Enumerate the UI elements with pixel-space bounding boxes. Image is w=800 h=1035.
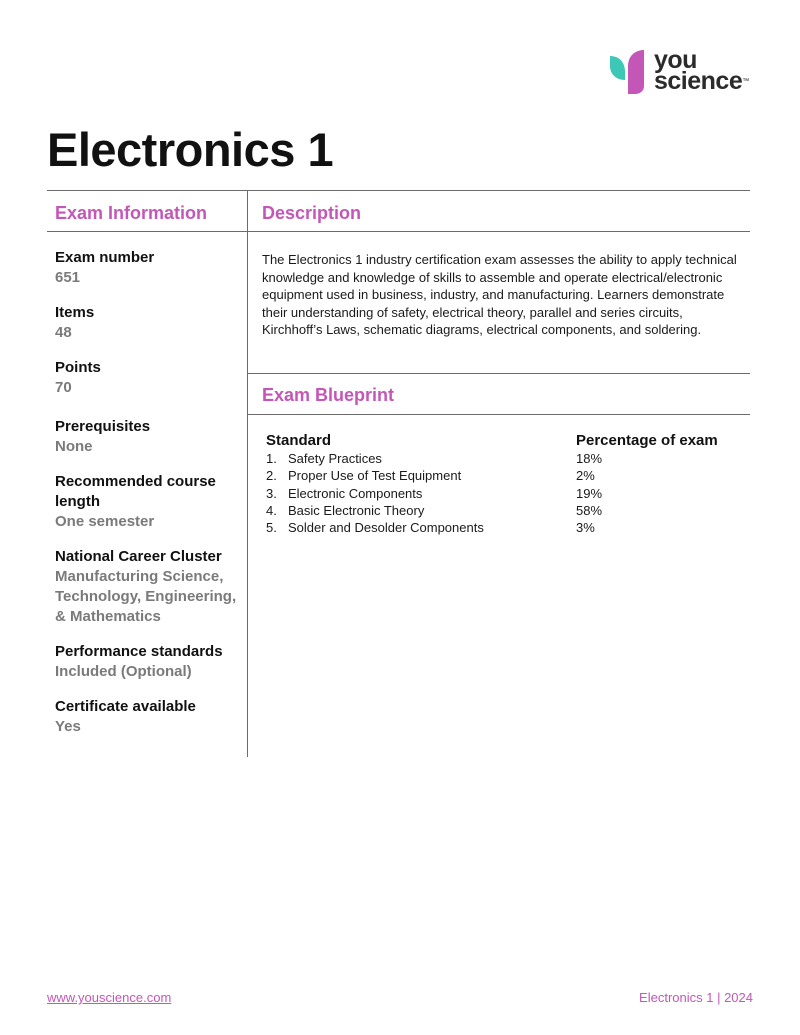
info-label: Points — [55, 359, 101, 376]
logo-line-2: science — [654, 67, 743, 95]
info-label: Exam number — [55, 249, 155, 266]
description-heading: Description — [262, 203, 362, 223]
exam-information-heading: Exam Information — [55, 203, 208, 223]
row-number: 5. — [266, 520, 277, 536]
info-field-certificate — [55, 697, 245, 737]
info-value: Manufacturing Science, Technology, Engineering, & Mathematics — [55, 568, 237, 625]
column-divider — [247, 191, 248, 757]
info-label: Performance standards — [55, 643, 223, 660]
description-text: The Electronics 1 industry certification exam assesses the ability to apply technical knowledge and knowledge of skills to assemble and operate electrical/electronic equipment used in business, industry, and manufacturing. Learners demonstrate their understanding of safety, electrical theory, parallel and series circuits, Kirchhoff’s Laws, schematic diagrams, electrical components, and soldering. — [262, 252, 737, 337]
exam-information-panel — [55, 248, 245, 737]
logo-wordmark — [654, 46, 749, 95]
row-percentage: 2% — [576, 468, 595, 484]
blueprint-header-divider — [248, 414, 750, 415]
info-field-exam-number — [55, 248, 245, 288]
blueprint-table — [266, 432, 746, 536]
info-label: National Career Cluster — [55, 548, 222, 565]
row-number: 2. — [266, 468, 277, 484]
info-field-career-cluster — [55, 547, 245, 627]
info-label: Prerequisites — [55, 418, 151, 435]
footer-page-label: Electronics 1 | 2024 — [639, 990, 753, 1005]
info-value: Included (Optional) — [55, 663, 192, 680]
row-standard: Solder and Desolder Components — [288, 520, 484, 536]
row-percentage: 58% — [576, 502, 603, 518]
row-number: 1. — [266, 451, 277, 466]
info-field-performance-standards — [55, 642, 245, 682]
top-divider — [47, 190, 750, 191]
table-row — [266, 485, 746, 502]
page-title: Electronics 1 — [47, 123, 334, 176]
row-standard: Proper Use of Test Equipment — [288, 468, 462, 484]
blueprint-top-divider — [248, 373, 750, 374]
info-value: 48 — [55, 324, 72, 341]
row-standard: Safety Practices — [288, 451, 382, 466]
row-standard: Basic Electronic Theory — [288, 502, 425, 518]
row-percentage: 19% — [576, 485, 603, 501]
info-value: Yes — [55, 718, 81, 735]
logo-trademark: ™ — [742, 78, 749, 85]
info-value: One semester — [55, 513, 155, 530]
leaf-logo-icon — [608, 48, 646, 94]
info-value: 651 — [55, 269, 81, 286]
table-row — [266, 502, 746, 519]
info-field-points — [55, 358, 245, 398]
info-label: Recommended course length — [55, 473, 216, 510]
info-field-prerequisites — [55, 417, 245, 457]
info-label: Items — [55, 304, 95, 321]
info-value: 70 — [55, 379, 72, 396]
info-field-items — [55, 303, 245, 343]
info-label: Certificate available — [55, 698, 196, 715]
table-row — [266, 519, 746, 536]
logo-line-1: you — [654, 46, 697, 74]
header-divider — [47, 231, 750, 232]
table-row — [266, 467, 746, 484]
website-link[interactable]: www.youscience.com — [47, 990, 172, 1005]
row-standard: Electronic Components — [288, 485, 423, 501]
exam-blueprint-heading: Exam Blueprint — [262, 385, 395, 405]
row-number: 4. — [266, 502, 277, 518]
column-header-percentage: Percentage of exam — [576, 432, 718, 449]
table-row — [266, 450, 746, 467]
info-field-course-length — [55, 472, 245, 532]
row-number: 3. — [266, 485, 277, 501]
blueprint-table-header — [266, 432, 746, 450]
row-percentage: 3% — [576, 520, 595, 536]
row-percentage: 18% — [576, 451, 603, 466]
column-header-standard: Standard — [266, 432, 332, 449]
info-value: None — [55, 438, 93, 455]
youscience-logo — [608, 46, 758, 96]
